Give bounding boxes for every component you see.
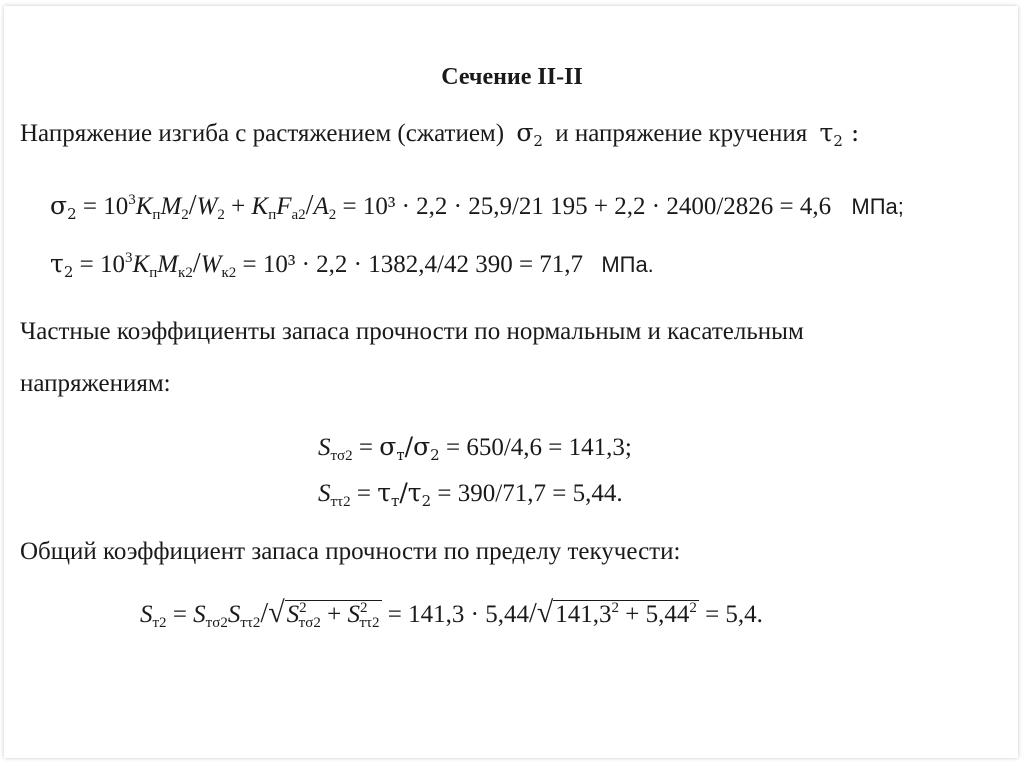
equation-tau2: $\tau_2 = 10^3K_пM_{к2}/W_{к2} = 10^3 \cdot 2,2 \cdot 1382,4/42$ 390 = 71,7 МПа.: [50, 248, 654, 281]
equation-s-ttau2-value: 390/71,7 = 5,44.: [457, 480, 623, 507]
unit-mpa: МПа.: [601, 252, 654, 277]
equation-s-tsigma2-value: 650/4,6 = 141,3;: [466, 434, 632, 461]
paragraph-total-coefficient: Общий коэффициент запаса прочности по пределу текучести:: [20, 538, 681, 565]
equation-tau2-value: 10³ · 2,2 · 1382,4/42 390 = 71,7: [262, 251, 584, 278]
section-title: Сечение II-II: [441, 64, 583, 90]
equation-s-t2-result: = 5,4.: [705, 601, 763, 628]
paragraph-torsion-text: и напряжение кручения: [555, 120, 808, 147]
equation-sigma2: $\sigma_2 = 10^3K_пM_2/W_2 + K_пF_{а2}/A_2 = 10^3 \cdot 2,2 \cdot 25,9/21$ 195 + 2,2 · 2400/2826 = 4,6 МПа;: [50, 190, 904, 223]
tau-symbol: $\tau_2$ :: [819, 118, 860, 150]
equation-s-t2-value: 141,3 · 5,44: [408, 601, 529, 628]
unit-mpa: МПа;: [851, 194, 904, 219]
equation-s-t2: $S_{т2} = S_{т\sigma 2}S_{т\tau 2}/√S^2_{т\sigma 2} + S^2_{т\tau 2} = 141,3 \cdot 5,44/√141,3^2 + 5,44^2 = 5,4$.: [140, 596, 763, 631]
paragraph-partial-coefficients-line1: Частные коэффициенты запаса прочности по нормальным и касательным: [20, 318, 804, 345]
paragraph-partial-coefficients-line2: напряжениям:: [20, 370, 171, 397]
paragraph-bending-text: Напряжение изгиба с растяжением (сжатием): [20, 120, 505, 147]
sigma-symbol: $\sigma_2$: [516, 118, 543, 150]
equation-s-tsigma2: $S_{т\sigma 2} = \sigma_т/\sigma_2 = 650/4,6 = 141,3$;: [318, 432, 632, 464]
equation-sigma2-value: 10³ · 2,2 · 25,9/21 195 + 2,2 · 2400/2826 = 4,6: [362, 193, 832, 220]
equation-s-ttau2: $S_{т\tau 2} = \tau_т/\tau_2 = 390/71,7 = 5,44$.: [318, 478, 623, 510]
paragraph-bending-torsion: [20, 118, 859, 150]
